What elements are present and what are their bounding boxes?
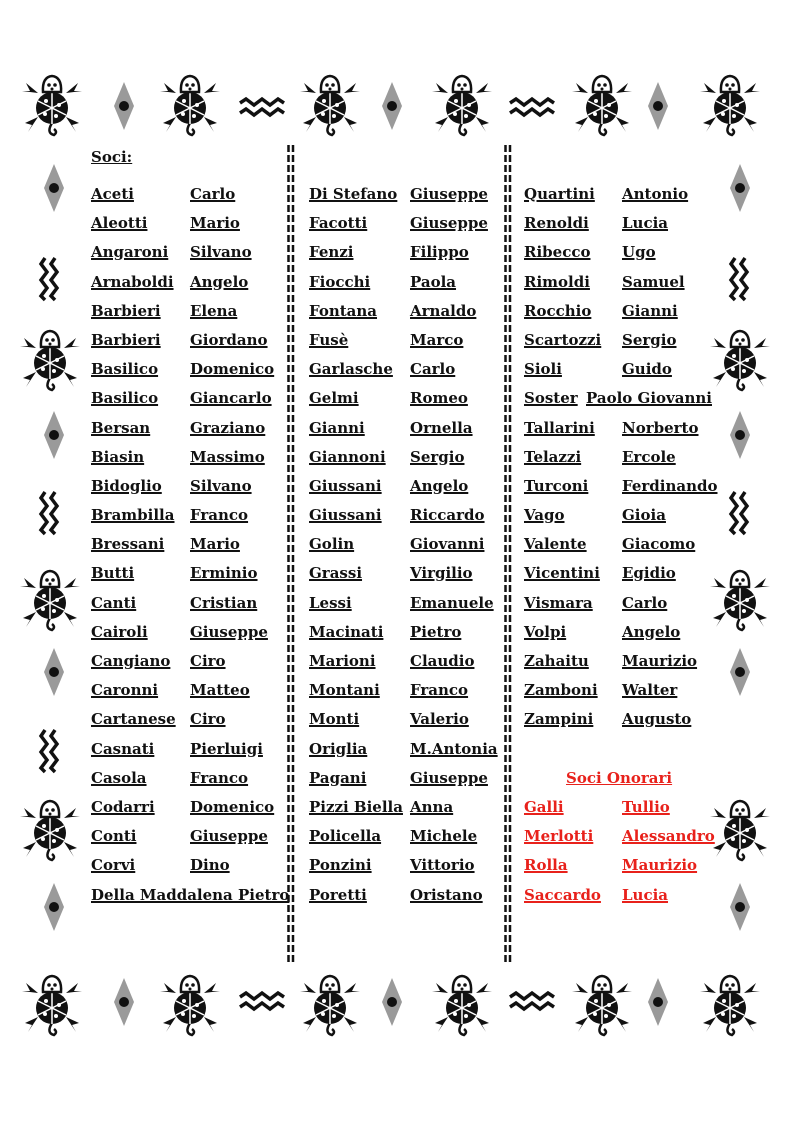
member-surname: Origlia [309, 739, 368, 758]
member-name: Sergio [622, 330, 677, 349]
member-row [524, 389, 724, 418]
member-row [524, 185, 724, 214]
member-row [91, 535, 286, 564]
member-surname: Fontana [309, 301, 378, 320]
diamond-icon [114, 978, 134, 1026]
member-name: Franco [190, 768, 249, 787]
left-border-ornaments [0, 150, 90, 960]
member-name: Giovanni [410, 535, 485, 554]
member-name: Carlo [622, 593, 668, 612]
member-surname: Facotti [309, 214, 368, 233]
member-surname: Valente [524, 535, 587, 554]
diamond-icon [730, 648, 750, 696]
member-row [309, 214, 499, 243]
member-name: Ciro [190, 710, 226, 729]
turtle-icon [22, 976, 82, 1035]
member-name: Alessandro [622, 827, 715, 846]
column-separator-2 [503, 145, 513, 965]
member-name: Paolo Giovanni [586, 389, 712, 408]
member-surname: Merlotti [524, 827, 594, 846]
member-row [91, 652, 286, 681]
diamond-icon [382, 978, 402, 1026]
member-surname: Zahaitu [524, 652, 589, 670]
member-surname: Barbieri [91, 330, 161, 349]
member-row [524, 827, 724, 856]
member-row [91, 506, 286, 535]
member-surname: Casola [91, 768, 147, 787]
member-surname: Bressani [91, 535, 165, 554]
member-row [91, 710, 286, 739]
diamond-icon [648, 82, 668, 130]
member-row [91, 214, 286, 243]
member-name: Angelo [410, 476, 469, 495]
member-surname: Casnati [91, 739, 155, 758]
member-surname: Montani [309, 681, 380, 700]
member-surname: Vicentini [524, 564, 600, 583]
member-name: Massimo [190, 447, 265, 466]
member-surname: Cangiano [91, 652, 171, 670]
wave-icon [731, 258, 747, 300]
member-surname: Renoldi [524, 214, 589, 233]
member-name: Pierluigi [190, 739, 263, 758]
member-row [309, 419, 499, 448]
member-name: Pietro [410, 622, 462, 641]
member-surname: Pizzi Biella [309, 797, 403, 816]
member-name: Emanuele [410, 593, 494, 612]
member-surname: Soster [524, 389, 578, 408]
column-separator-1 [286, 145, 296, 965]
member-name: Franco [190, 506, 249, 525]
member-name: Egidio [622, 564, 676, 583]
member-name: Giancarlo [190, 389, 272, 408]
member-name: Augusto [622, 710, 692, 729]
member-row [524, 564, 724, 593]
member-surname: Policella [309, 827, 382, 846]
member-row [91, 798, 286, 827]
member-row [309, 681, 499, 710]
member-surname: Vago [524, 506, 565, 525]
member-name: Samuel [622, 272, 685, 291]
member-surname: Codarri [91, 797, 155, 816]
member-name: Mario [190, 535, 240, 554]
member-surname: Cartanese [91, 710, 176, 729]
member-surname: Aleotti [91, 214, 148, 233]
member-name: Ugo [622, 243, 656, 262]
member-surname: Macinati [309, 622, 384, 641]
member-row [524, 273, 724, 302]
member-row [91, 419, 286, 448]
member-surname: Grassi [309, 564, 363, 583]
member-name: Ornella [410, 418, 473, 437]
member-surname: Brambilla [91, 506, 175, 525]
member-row [91, 273, 286, 302]
member-row [91, 681, 286, 710]
member-surname: Giussani [309, 506, 382, 525]
member-name: Lucia [622, 214, 669, 233]
member-row [309, 273, 499, 302]
member-name: Anna [410, 797, 454, 816]
turtle-icon [432, 976, 492, 1035]
member-surname: Della Maddalena Pietro [91, 885, 290, 904]
member-surname: Garlasche [309, 360, 393, 379]
member-row [309, 652, 499, 681]
member-name: Antonio [622, 185, 689, 203]
member-row [91, 360, 286, 389]
member-surname: Angaroni [91, 243, 169, 262]
member-surname: Basilico [91, 389, 159, 408]
member-row [309, 886, 499, 915]
member-surname: Fiocchi [309, 272, 371, 291]
member-surname: Marioni [309, 652, 376, 670]
member-row [91, 594, 286, 623]
member-surname: Biasin [91, 447, 145, 466]
member-name: Vittorio [410, 856, 475, 875]
member-surname: Aceti [91, 185, 134, 203]
member-row [91, 302, 286, 331]
member-name: Cristian [190, 593, 258, 612]
member-name: Matteo [190, 681, 250, 700]
member-name: Dino [190, 856, 230, 875]
member-surname: Di Stefano [309, 185, 398, 203]
member-row [91, 389, 286, 418]
member-row [309, 389, 499, 418]
member-surname: Vismara [524, 593, 593, 612]
member-row [91, 827, 286, 856]
member-row [524, 214, 724, 243]
member-row [309, 185, 499, 214]
member-row [524, 360, 724, 389]
wave-icon [510, 993, 554, 1009]
member-name: Ercole [622, 447, 676, 466]
member-name: Graziano [190, 418, 266, 437]
member-name: Lucia [622, 885, 669, 904]
diamond-icon [730, 883, 750, 931]
member-row [309, 594, 499, 623]
member-surname: Rocchio [524, 301, 592, 320]
member-surname: Gelmi [309, 389, 359, 408]
member-name: Guido [622, 360, 672, 379]
member-row [524, 535, 724, 564]
member-name: Romeo [410, 389, 468, 408]
member-surname: Fenzi [309, 243, 354, 262]
member-name: Tullio [622, 798, 670, 816]
member-row [91, 740, 286, 769]
member-surname: Golin [309, 535, 355, 554]
member-surname: Bersan [91, 418, 151, 437]
member-name: Carlo [410, 360, 456, 379]
member-row [91, 623, 286, 652]
member-surname: Sioli [524, 360, 562, 379]
member-row [524, 477, 724, 506]
member-name: Sergio [410, 447, 465, 466]
member-row [309, 535, 499, 564]
member-name: Riccardo [410, 506, 485, 525]
turtle-icon [300, 976, 360, 1035]
wave-icon [240, 993, 284, 1009]
diamond-icon [44, 411, 64, 459]
honorary-members-column [524, 798, 724, 915]
bottom-border-ornaments [0, 960, 800, 1050]
wave-icon [240, 99, 284, 115]
member-row [309, 564, 499, 593]
turtle-icon [160, 976, 220, 1035]
member-row [91, 448, 286, 477]
member-surname: Galli [524, 798, 564, 816]
member-row [91, 477, 286, 506]
member-row [309, 243, 499, 272]
member-row [524, 681, 724, 710]
member-name: Michele [410, 827, 478, 846]
member-row [524, 302, 724, 331]
member-row [309, 623, 499, 652]
turtle-icon [300, 76, 360, 135]
member-surname: Basilico [91, 360, 159, 379]
member-name: Maurizio [622, 652, 698, 670]
member-surname: Barbieri [91, 301, 161, 320]
diamond-icon [114, 82, 134, 130]
member-name: Silvano [190, 476, 252, 495]
member-name: Angelo [190, 272, 249, 291]
member-row [524, 710, 724, 739]
member-surname: Telazzi [524, 447, 582, 466]
member-row [524, 856, 724, 885]
member-row [524, 623, 724, 652]
members-column-2 [309, 185, 499, 915]
member-row [91, 243, 286, 272]
member-name: Domenico [190, 797, 275, 816]
member-surname: Butti [91, 564, 135, 583]
member-surname: Arnaboldi [91, 272, 174, 291]
member-row [309, 798, 499, 827]
member-row [309, 856, 499, 885]
member-surname: Scartozzi [524, 330, 602, 349]
member-surname: Turconi [524, 476, 589, 495]
member-name: Paola [410, 272, 457, 291]
member-surname: Bidoglio [91, 476, 162, 495]
wave-icon [41, 258, 57, 300]
member-surname: Ribecco [524, 243, 591, 262]
member-row [524, 506, 724, 535]
member-name: Erminio [190, 564, 258, 583]
member-surname: Saccardo [524, 885, 601, 904]
turtle-icon [700, 76, 760, 135]
honorary-heading: Soci Onorari [566, 769, 673, 787]
member-name: Giuseppe [410, 768, 488, 787]
member-row [524, 331, 724, 360]
member-row [309, 360, 499, 389]
member-surname: Giussani [309, 476, 382, 495]
members-heading: Soci: [91, 148, 133, 166]
diamond-icon [44, 883, 64, 931]
top-border-ornaments [0, 60, 800, 150]
turtle-icon [20, 331, 80, 390]
member-name: Filippo [410, 243, 469, 262]
member-surname: Zamboni [524, 681, 598, 700]
turtle-icon [20, 801, 80, 860]
member-name: Maurizio [622, 856, 698, 875]
member-name: Walter [622, 681, 678, 700]
member-name: M.Antonia [410, 739, 498, 758]
diamond-icon [44, 164, 64, 212]
member-row [524, 448, 724, 477]
member-surname: Zampini [524, 710, 594, 729]
member-surname: Quartini [524, 185, 595, 203]
member-row [524, 419, 724, 448]
member-surname: Rolla [524, 856, 568, 875]
member-row [91, 885, 290, 915]
wave-icon [41, 730, 57, 772]
member-row [309, 769, 499, 798]
member-name: Giuseppe [410, 214, 488, 233]
member-row [309, 740, 499, 769]
diamond-icon [44, 648, 64, 696]
diamond-icon [648, 978, 668, 1026]
member-name: Norberto [622, 418, 699, 437]
member-name: Franco [410, 681, 469, 700]
member-row [524, 243, 724, 272]
member-row [524, 886, 724, 915]
diamond-icon [382, 82, 402, 130]
member-surname: Canti [91, 593, 137, 612]
member-row [91, 564, 286, 593]
member-name: Claudio [410, 652, 475, 670]
member-name: Silvano [190, 243, 252, 262]
member-row [309, 710, 499, 739]
member-row [309, 477, 499, 506]
member-name: Valerio [410, 710, 469, 729]
member-name: Ferdinando [622, 476, 718, 495]
member-name: Elena [190, 301, 238, 320]
member-row [309, 448, 499, 477]
member-row [524, 594, 724, 623]
member-surname: Giannoni [309, 447, 386, 466]
turtle-icon [22, 76, 82, 135]
member-surname: Ponzini [309, 856, 372, 875]
member-name: Oristano [410, 885, 483, 904]
wave-icon [510, 99, 554, 115]
member-name: Gianni [622, 301, 678, 320]
member-name: Domenico [190, 360, 275, 379]
member-row [524, 798, 724, 827]
member-surname: Cairoli [91, 622, 148, 641]
diamond-icon [730, 411, 750, 459]
diamond-icon [730, 164, 750, 212]
turtle-icon [572, 976, 632, 1035]
member-surname: Lessi [309, 593, 352, 612]
turtle-icon [160, 76, 220, 135]
members-column-1 [91, 185, 290, 915]
wave-icon [41, 492, 57, 534]
member-row [91, 769, 286, 798]
member-surname: Volpi [524, 622, 567, 641]
member-name: Marco [410, 330, 464, 349]
member-surname: Fusè [309, 330, 349, 349]
member-surname: Caronni [91, 681, 159, 700]
member-name: Giacomo [622, 535, 696, 554]
wave-icon [731, 492, 747, 534]
member-name: Giordano [190, 330, 268, 349]
member-name: Angelo [622, 622, 681, 641]
member-row [309, 506, 499, 535]
turtle-icon [572, 76, 632, 135]
member-surname: Rimoldi [524, 272, 590, 291]
member-name: Virgilio [410, 564, 473, 583]
member-row [91, 185, 286, 214]
member-name: Carlo [190, 185, 236, 203]
member-surname: Gianni [309, 418, 365, 437]
member-name: Ciro [190, 652, 226, 670]
turtle-icon [700, 976, 760, 1035]
member-name: Gioia [622, 506, 666, 525]
member-name: Arnaldo [410, 301, 477, 320]
member-surname: Corvi [91, 856, 136, 875]
member-name: Giuseppe [190, 827, 268, 846]
member-surname: Pagani [309, 768, 367, 787]
member-surname: Monti [309, 710, 360, 729]
member-row [309, 302, 499, 331]
member-row [91, 856, 286, 885]
member-row [524, 652, 724, 681]
member-name: Mario [190, 214, 240, 233]
member-name: Giuseppe [190, 622, 268, 641]
member-surname: Tallarini [524, 418, 595, 437]
turtle-icon [432, 76, 492, 135]
member-row [91, 331, 286, 360]
members-column-3 [524, 185, 724, 740]
member-name: Giuseppe [410, 185, 488, 203]
member-surname: Conti [91, 827, 137, 846]
member-row [309, 331, 499, 360]
member-surname: Poretti [309, 885, 367, 904]
member-row [309, 827, 499, 856]
turtle-icon [20, 571, 80, 630]
